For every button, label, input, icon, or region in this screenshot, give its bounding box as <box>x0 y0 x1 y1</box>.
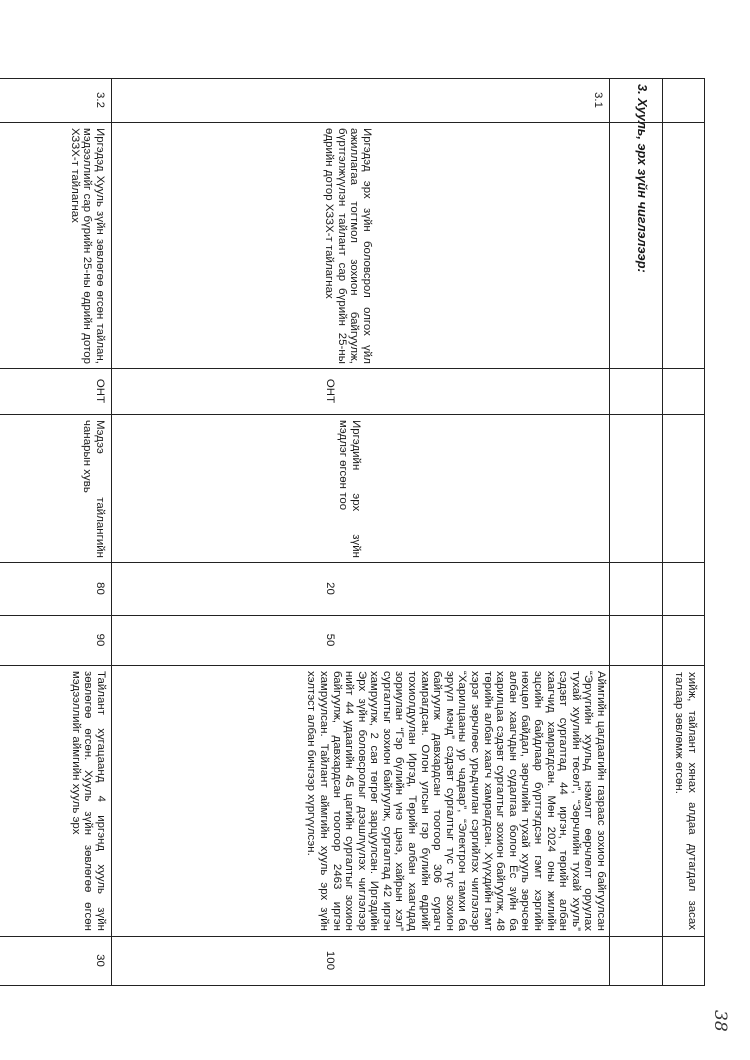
target-value: 90 <box>94 633 106 647</box>
section-title: 3. Хууль, эрх зүйн чиглэлээр: <box>635 84 650 273</box>
row-line <box>704 78 705 986</box>
row-line <box>111 78 112 986</box>
row-number: 3.1 <box>592 92 604 108</box>
row-number: 3.2 <box>94 92 106 108</box>
result-description: Аймгийн цагдаагийн газраас зохион байгуулсан “Эрүүгийн хуульд нэмэлт өөрчлөлт оруулах тухай хуулийн төсөл”, “Зөрчлийн тухай хууль” сэдэвт сургалтад 44 иргэн, төрийн албан хаагчид хамрагдсан. Мөн 2024 оны жилийн эцсийн байдлаар бүртгэгдсэн гэмт хэргийн нөхцөл байдал, зөрчлийн тухай хууль зөрчсөн албан хаагчдын судалгаа болон Ёс зүйн ба харилцаа сэдэвт сургалтыг зохион байгуулж, 48 төрийн албан хаагч хамрагдсан. Хүүхдийн гэмт хэрэг зөрчлөөс урьдчилан сэргийлэх чиглэлээр “Харилцааны ур чадвар”, “Электрон тамхи ба эрүүл мэнд” сэдэвт сургалтыг түс түс зохион байгуулж давхардсан тоогоор 306 сурагч хамрагдсан. Олон улсын гэр бүлийн өдрийг тохиолдуулан Иргэд, Төрийн албан хаагчдад зориулан “Гэр бүлийн үнэ цэнэ, хайрын хэл” сургалтыг зохион байгуулж, сургалтад 42 иргэн хамруулж, 2 сая төгрөг зарцуулсан. Иргэдийн Эрх зүйн боловсролыг дээшлүүлэх чиглэлээр нийт 44 удаагийн 45 цагийн сургалтыг зохион байгуулж, давхардсан тоогоор 2463 иргэн хамруулсан. Тайлант аймгийн хууль эрх зүйн хэлтэст албан бичгээр хүргүүлсэн. <box>305 671 607 931</box>
indicator: Иргэдийн эрх зүйн мэдлэг өгсөн тоо <box>337 420 362 558</box>
top-row-result: хийж, тайлант хянах алдаа дутагдал засах талаар зөвлөмж өгсөн. <box>673 672 698 930</box>
target-value: 50 <box>324 633 336 647</box>
baseline-value: 20 <box>324 582 336 595</box>
column-line <box>0 78 705 79</box>
score-value: 100 <box>324 950 336 971</box>
responsible-unit: ОНТ <box>324 378 336 404</box>
column-line <box>0 122 705 123</box>
column-line <box>0 414 705 415</box>
task-description: Иргэдэд эрх зүйн боловсрол олгох үйл ажиллагаа тогтмол зохион байгуулж, бүртгэлжүүлэн тайлант сар бүрийн 25-ны өдрийн дотор ХЗЗХ-т тайлагнах <box>323 128 373 364</box>
column-line <box>0 665 705 666</box>
indicator: Мэдээ тайлангийн чанарын хувь <box>81 420 106 558</box>
responsible-unit: ОНТ <box>94 378 106 404</box>
row-line <box>662 78 663 986</box>
score-value: 30 <box>94 954 106 967</box>
row-line <box>609 78 610 986</box>
baseline-value: 80 <box>94 582 106 595</box>
page-number: 38 <box>710 1010 730 1032</box>
column-line <box>0 985 705 986</box>
task-description: Иргэдэд Хууль зүйн зөвлөгөө өгсөн тайлан, мэдээллийг сар бүрийн 25-ны өдрийн дотор ХЗЗХ-т тайлагнах <box>68 128 106 364</box>
result-description: Тайлант хугацаанд 4 иргэнд хууль зүйн зөвлөгөө өгсөн. Хууль зүйн зөвлөгөө өгсөн мэдээллийг аймгийн хууль эрх <box>69 671 107 931</box>
